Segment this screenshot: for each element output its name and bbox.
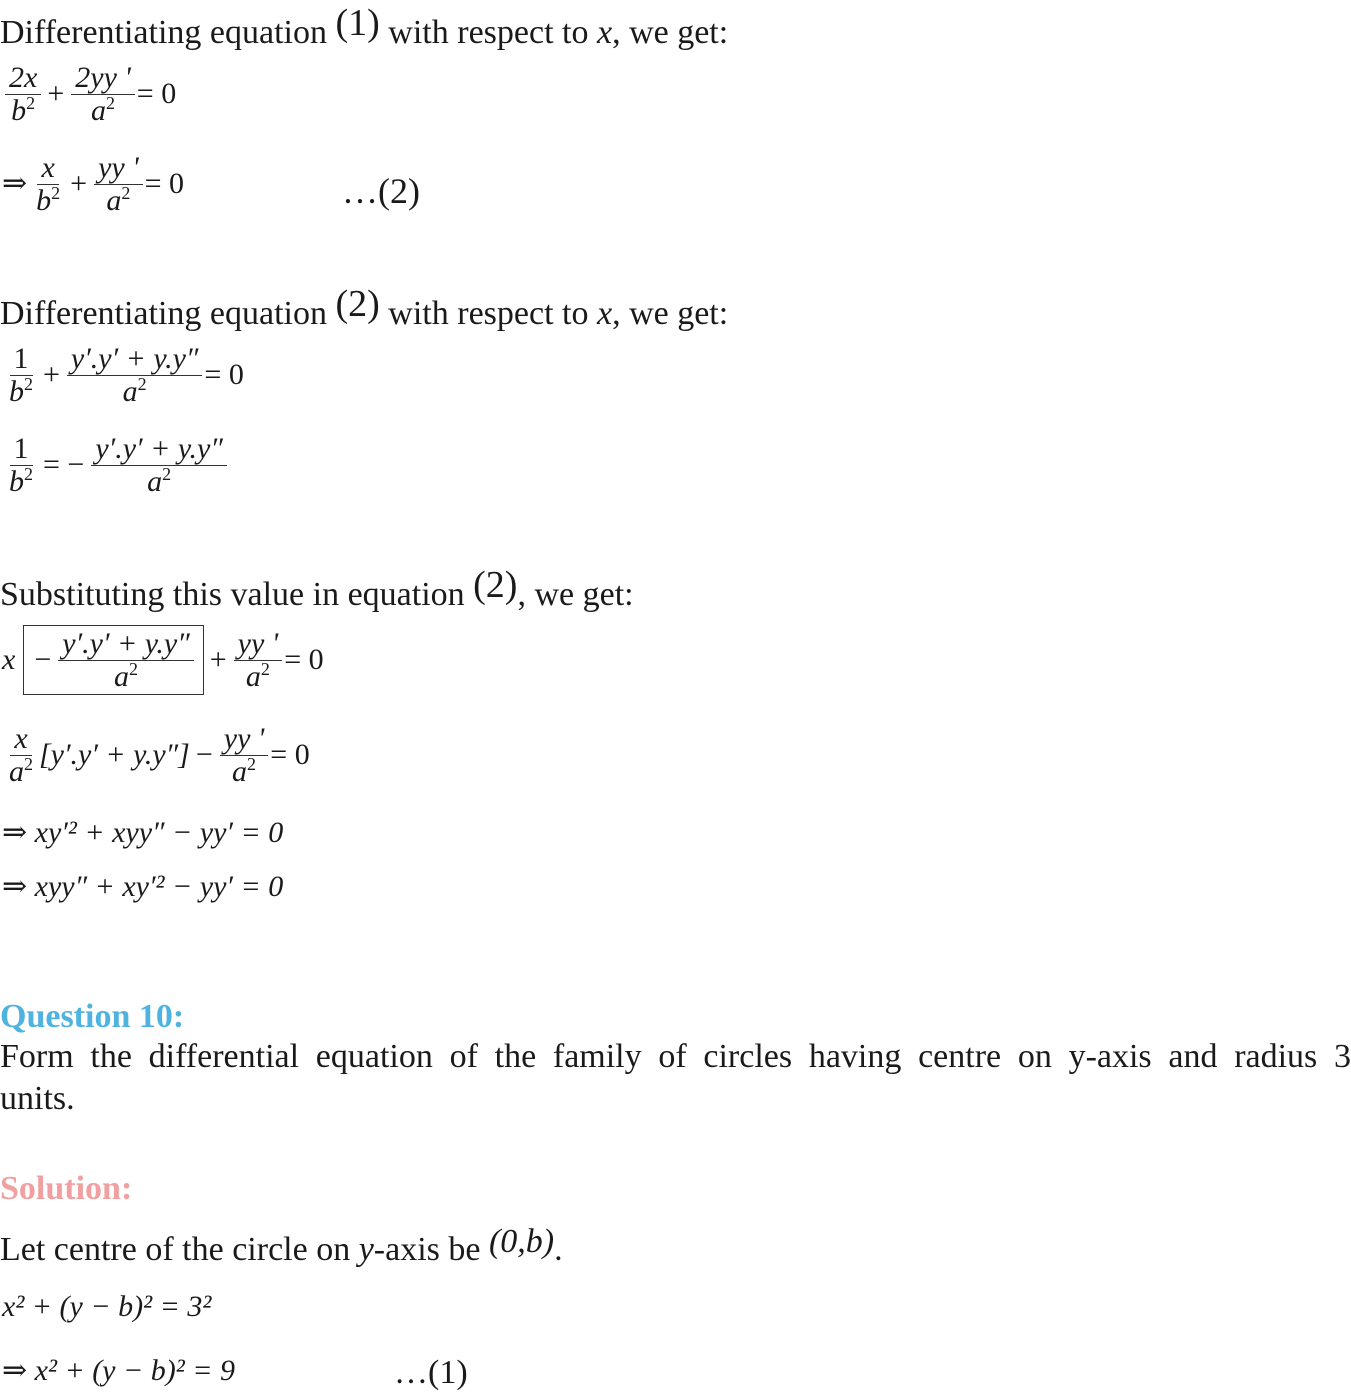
- eq5-frac1: $\frac{y'.y' + y.y''}{a^2}$: [58, 628, 193, 692]
- subst-sentence: [0, 564, 634, 613]
- eq10-text: ⇒ x² + (y − b)² = 9: [2, 1354, 235, 1387]
- eq2-frac1: $\frac{x}{b^2}$: [36, 151, 61, 217]
- diff2-var: x: [596, 295, 613, 332]
- eq5-den1: a: [113, 659, 129, 693]
- eq3-frac1: $\frac{1}{b^2}$: [9, 342, 33, 408]
- eq1-den2: a: [91, 93, 107, 127]
- eq5-plus: +: [209, 643, 227, 676]
- equation-3: [2, 343, 246, 407]
- eq1-rhs: = 0: [136, 77, 177, 110]
- solution-intro-var: y: [358, 1231, 374, 1268]
- equation-6: [2, 723, 312, 787]
- eq5-num1: y′.y′ + y.y″: [62, 627, 190, 660]
- eq2-num2: yy ': [98, 151, 139, 184]
- eq4-den2: a: [147, 464, 163, 498]
- eq4-frac2: $\frac{y'.y' + y.y''}{a^2}$: [91, 433, 226, 497]
- eq3-frac2: $\frac{y'.y' + y.y''}{a^2}$: [67, 343, 202, 407]
- eq1-den1: b: [11, 93, 27, 127]
- diff1-suffix: , we get:: [612, 14, 729, 51]
- eq4-frac1: $\frac{1}{b^2}$: [9, 432, 33, 498]
- equation-2: [2, 152, 186, 216]
- question-title: Question 10:: [0, 998, 185, 1035]
- eq6-minus: −: [195, 738, 213, 771]
- equation-7: [2, 818, 283, 848]
- eq4-equals-minus: = −: [43, 448, 85, 481]
- solution-intro-suffix: .: [554, 1231, 563, 1268]
- eq2-num1: x: [41, 151, 55, 184]
- eq8-text: ⇒ xyy″ + xy′² − yy′ = 0: [2, 870, 284, 903]
- diff1-sentence: [0, 2, 729, 51]
- eq6-frac2: $\frac{yy '}{a^2}$: [220, 723, 269, 787]
- eq6-bracket: [y′.y′ + y.y″]: [39, 738, 190, 771]
- eq4-num2: y′.y′ + y.y″: [95, 432, 223, 465]
- equation-9: [2, 1292, 211, 1322]
- subst-suffix: , we get:: [517, 576, 634, 613]
- solution-intro: [0, 1223, 563, 1268]
- question-line2: units.: [0, 1080, 75, 1117]
- eq5-bracket: [23, 625, 203, 695]
- solution-intro-point: (0,b): [488, 1223, 555, 1260]
- eq5-minus: −: [34, 643, 52, 676]
- eq10-tag: …(1): [394, 1354, 468, 1391]
- eq2-frac2: $\frac{yy '}{a^2}$: [94, 152, 143, 216]
- eq6-rhs: = 0: [270, 738, 310, 771]
- question-line1: Form the differential equation of the family of circles having centre on y-axis and radius 3: [0, 1038, 1351, 1075]
- eq4-den1: b: [9, 464, 24, 498]
- equation-10: [2, 1356, 235, 1386]
- eq2-tag: …(2): [342, 171, 420, 211]
- eq3-den2: a: [122, 374, 138, 408]
- subst-prefix: Substituting this value in equation: [0, 576, 474, 613]
- eq1-num2: 2yy ': [75, 61, 131, 94]
- eq1-num1: 2x: [9, 61, 38, 94]
- equation-8: [2, 872, 283, 902]
- eq2-implies: ⇒: [2, 167, 28, 200]
- equation-1: [2, 62, 178, 126]
- equation-5: [2, 625, 326, 695]
- eq6-num2: yy ': [223, 722, 265, 755]
- eq3-num2: y′.y′ + y.y″: [70, 342, 199, 375]
- diff1-var: x: [596, 14, 613, 51]
- eq1-plus: +: [47, 77, 65, 110]
- eq6-den1: a: [9, 754, 24, 788]
- solution-title: Solution:: [0, 1170, 133, 1207]
- solution-intro-prefix: Let centre of the circle on: [0, 1231, 359, 1268]
- eq6-frac1: $\frac{x}{a^2}$: [9, 722, 33, 788]
- eq5-num2: yy ': [237, 627, 279, 660]
- eq5-den2: a: [245, 659, 261, 693]
- diff1-ref: (1): [335, 2, 380, 44]
- eq6-den2: a: [232, 754, 248, 788]
- eq2-den2: a: [106, 183, 122, 217]
- eq5-frac2: $\frac{yy '}{a^2}$: [234, 628, 283, 692]
- eq7-text: ⇒ xy′² + xyy″ − yy′ = 0: [2, 816, 284, 849]
- eq5-rhs: = 0: [284, 643, 324, 676]
- eq6-num1: x: [14, 722, 28, 755]
- eq4-num1: 1: [10, 433, 33, 466]
- eq3-plus: +: [43, 358, 60, 391]
- equation-4: [2, 433, 229, 497]
- solution-intro-mid: -axis be: [373, 1231, 489, 1268]
- eq9-text: x² + (y − b)² = 3²: [2, 1290, 212, 1323]
- diff2-ref: (2): [335, 283, 380, 325]
- subst-ref: (2): [473, 564, 518, 606]
- diff2-sentence: [0, 283, 729, 332]
- eq2-den1: b: [36, 183, 52, 217]
- diff2-prefix: Differentiating equation: [0, 295, 336, 332]
- eq3-num1: 1: [10, 343, 33, 376]
- diff2-suffix: , we get:: [612, 295, 729, 332]
- eq3-rhs: = 0: [204, 358, 244, 391]
- eq2-plus: +: [70, 167, 88, 200]
- eq3-den1: b: [9, 374, 24, 408]
- eq1-frac1: $\frac{2x}{b^2}$: [5, 62, 41, 126]
- eq5-x: x: [2, 643, 16, 676]
- diff1-mid: with respect to: [379, 14, 597, 51]
- diff1-prefix: Differentiating equation: [0, 14, 336, 51]
- eq1-frac2: $\frac{2yy '}{a^2}$: [71, 62, 135, 126]
- diff2-mid: with respect to: [379, 295, 597, 332]
- eq2-rhs: = 0: [144, 167, 185, 200]
